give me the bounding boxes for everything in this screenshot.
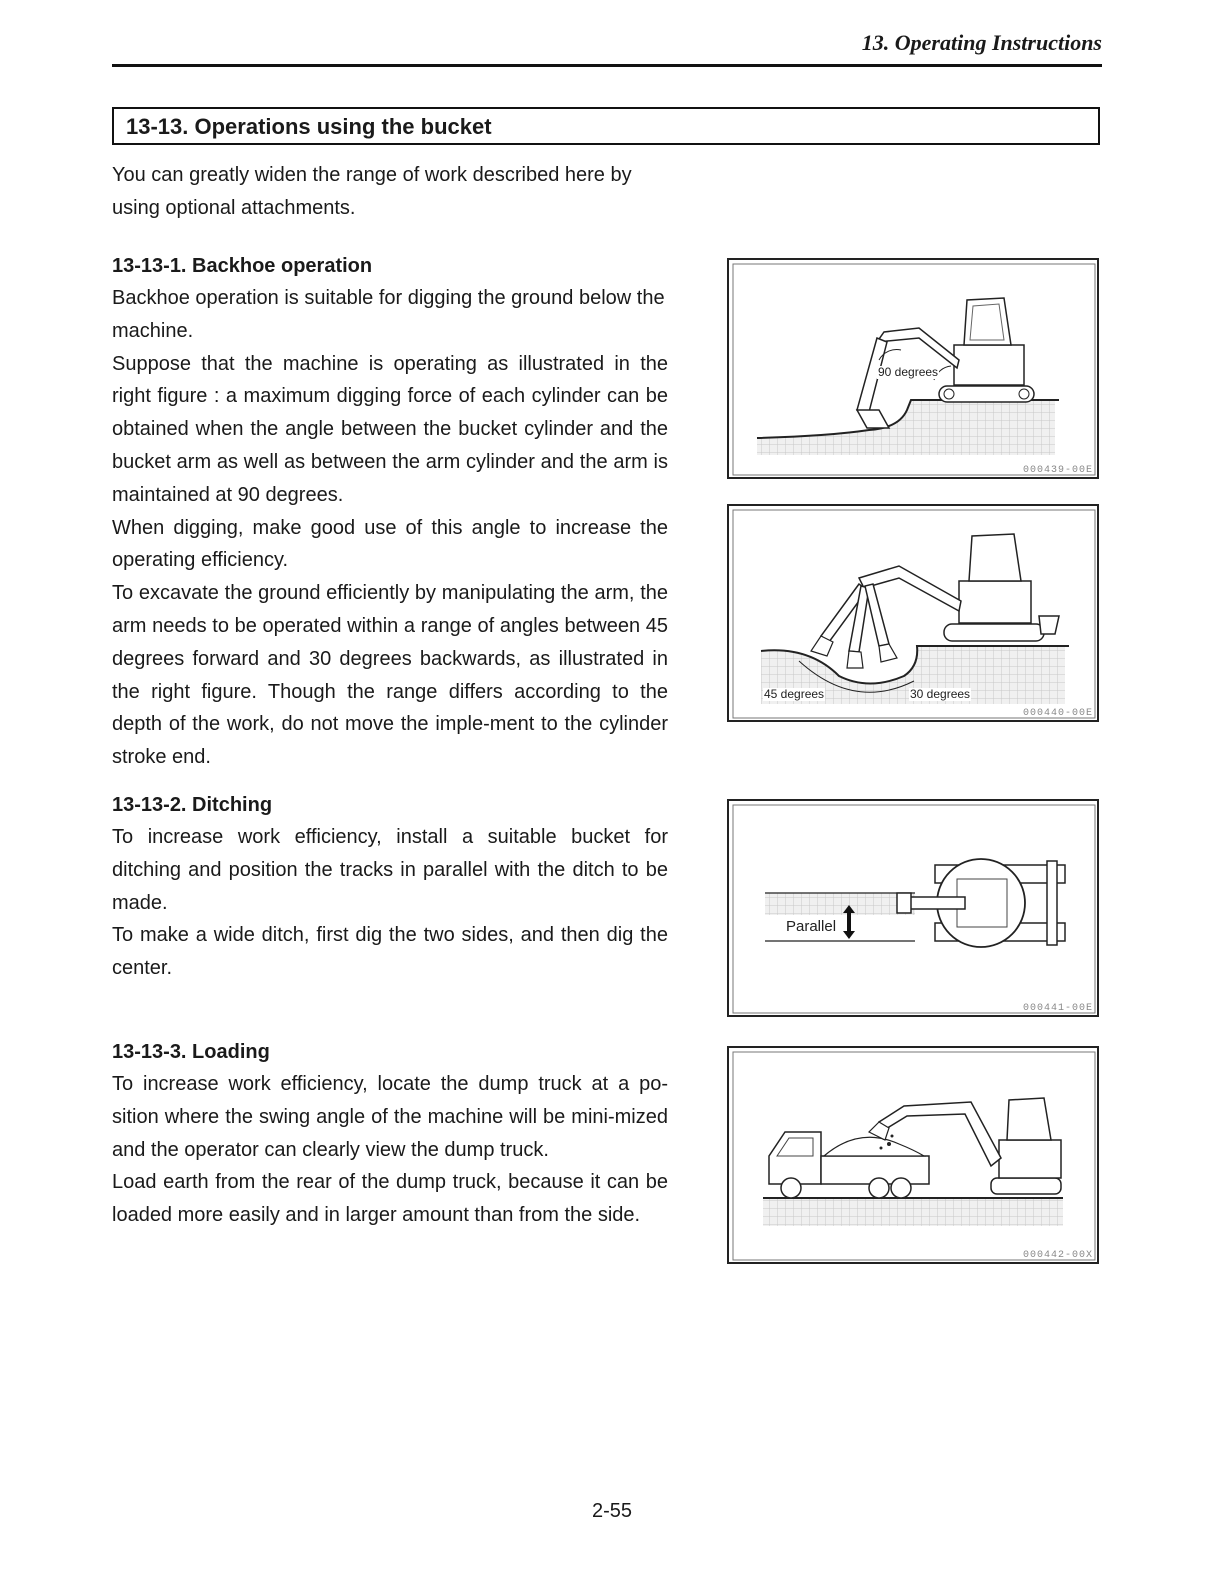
angle-label-90-degrees: 90 degrees <box>878 365 939 379</box>
figure-backhoe-90-degrees <box>727 258 1099 479</box>
intro-block <box>112 159 668 225</box>
ditching-section <box>112 789 668 985</box>
section-title-box <box>112 107 1100 145</box>
figure-code: 000440-00E <box>1022 708 1093 719</box>
backhoe-paragraph-4: To excavate the ground efficiently by manipulating the arm, the arm needs to be operated within a range of angles between 45 degrees forward and 30 degrees backwards, as illustrated in the right figure. Though the range differs according to the depth of the work, do not move the imple-ment to the cylinder stroke end. <box>112 582 668 769</box>
backhoe-heading: 13-13-1. Backhoe operation <box>112 255 373 277</box>
excavator-loading-truck-illustration <box>729 1048 1101 1266</box>
ditching-paragraph-2: To make a wide ditch, first dig the two sides, and then dig the center. <box>112 924 668 980</box>
angle-label-45-degrees: 45 degrees <box>764 687 825 701</box>
figure-arm-angle-range <box>727 504 1099 722</box>
loading-paragraph-2: Load earth from the rear of the dump truck, because it can be loaded more easily and in larger amount than from the side. <box>112 1171 668 1227</box>
backhoe-section <box>112 250 668 774</box>
backhoe-paragraph-2: Suppose that the machine is operating as illustrated in the right figure : a maximum digging force of each cylinder can be obtained when the angle between the bucket cylinder and the bucket arm as well as between the arm cylinder and the arm is maintained at 90 degrees. <box>112 352 668 506</box>
running-header: 13. Operating Instructions <box>861 30 1102 55</box>
figure-code: 000439-00E <box>1022 465 1093 476</box>
figure-code: 000441-00E <box>1022 1003 1093 1014</box>
excavator-top-view-illustration <box>729 801 1101 1019</box>
backhoe-paragraph-3: When digging, make good use of this angle to increase the operating efficiency. <box>112 516 668 572</box>
angle-label-30-degrees: 30 degrees <box>910 687 971 701</box>
figure-ditching-parallel <box>727 799 1099 1017</box>
loading-section <box>112 1036 668 1232</box>
page-number: 2-55 <box>591 1500 633 1522</box>
figure-code: 000442-00X <box>1022 1250 1093 1261</box>
backhoe-paragraph-1: Backhoe operation is suitable for digging the ground below the machine. <box>112 287 665 342</box>
ditching-heading: 13-13-2. Ditching <box>112 794 273 816</box>
section-title: 13-13. Operations using the bucket <box>126 114 492 139</box>
intro-paragraph: You can greatly widen the range of work described here by using optional attachments. <box>112 164 632 219</box>
loading-heading: 13-13-3. Loading <box>112 1041 270 1063</box>
header-rule <box>112 64 1102 67</box>
parallel-label: Parallel <box>786 918 837 935</box>
figure-loading-dump-truck <box>727 1046 1099 1264</box>
loading-paragraph-1: To increase work efficiency, locate the dump truck at a po-sition where the swing angle of the machine will be mini-mized and the operator can clearly view the dump truck. <box>112 1073 668 1161</box>
ditching-paragraph-1: To increase work efficiency, install a suitable bucket for ditching and position the tracks in parallel with the ditch to be made. <box>112 826 668 914</box>
